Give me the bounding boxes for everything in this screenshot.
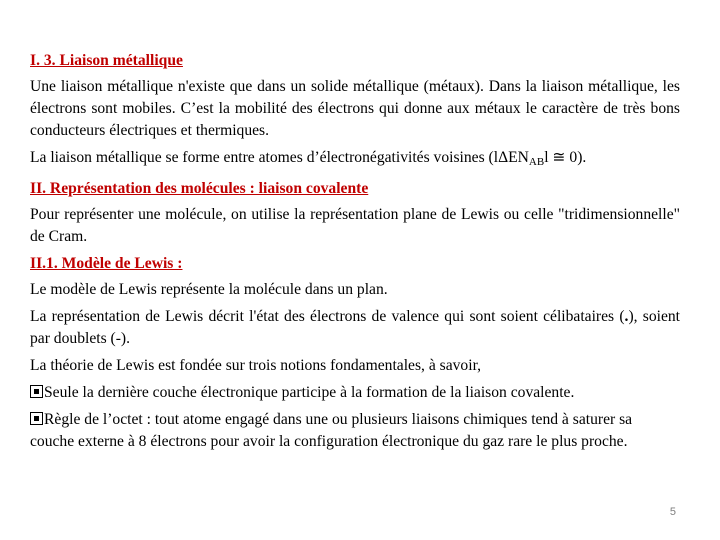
paragraph-metallic-definition: Une liaison métallique n'existe que dans un solide métallique (métaux). Dans la liaison métallique, les électrons sont mobiles. C’est la mobilité des électrons qui donne aux métaux le caractère de très bons conducteurs électriques et thermiques. [30,78,680,139]
page-number: 5 [669,506,676,518]
paragraph-electronegativity [30,147,680,173]
bullet-item-last-shell [30,382,680,404]
paragraph-lewis-theory: La théorie de Lewis est fondée sur trois notions fondamentales, à savoir, [30,357,482,374]
heading-molecule-representation: II. Représentation des molécules : liaison covalente [30,180,369,197]
heading-lewis-model: II.1. Modèle de Lewis : [30,255,183,272]
paragraph-lewis-plane: Le modèle de Lewis représente la molécule dans un plan. [30,281,388,298]
lewis-electrons-text: La représentation de Lewis décrit l'état des électrons de valence qui sont soient célibataires ( [30,308,625,325]
ab-subscript: AB [528,156,545,168]
paragraph-representation: Pour représenter une molécule, on utilise la représentation plane de Lewis ou celle "tridimensionnelle" de Cram. [30,206,680,245]
paragraph-lewis-electrons [30,306,680,350]
delta-en-symbol: ΔEN [498,149,529,166]
square-bullet-icon [30,385,43,398]
single-electron-dot: . [624,308,629,325]
heading-metallic-bond: I. 3. Liaison métallique [30,52,183,69]
electronegativity-text: La liaison métallique se forme entre atomes d’électronégativités voisines (l [30,149,499,166]
bullet-item-last-shell-text: Seule la dernière couche électronique participe à la formation de la liaison covalente. [44,384,575,401]
electronegativity-end: l ≅ 0). [544,149,587,166]
square-bullet-icon [30,412,43,425]
bullet-item-octet-rule-text: Règle de l’octet : tout atome engagé dans une ou plusieurs liaisons chimiques tend à saturer sa couche externe à 8 électrons pour avoir la configuration électronique du gaz rare le plus proche. [30,411,633,450]
slide-content [30,50,680,458]
bullet-item-octet-rule [30,409,680,453]
lewis-electrons-end: ), soient par doublets (-). [30,308,680,347]
